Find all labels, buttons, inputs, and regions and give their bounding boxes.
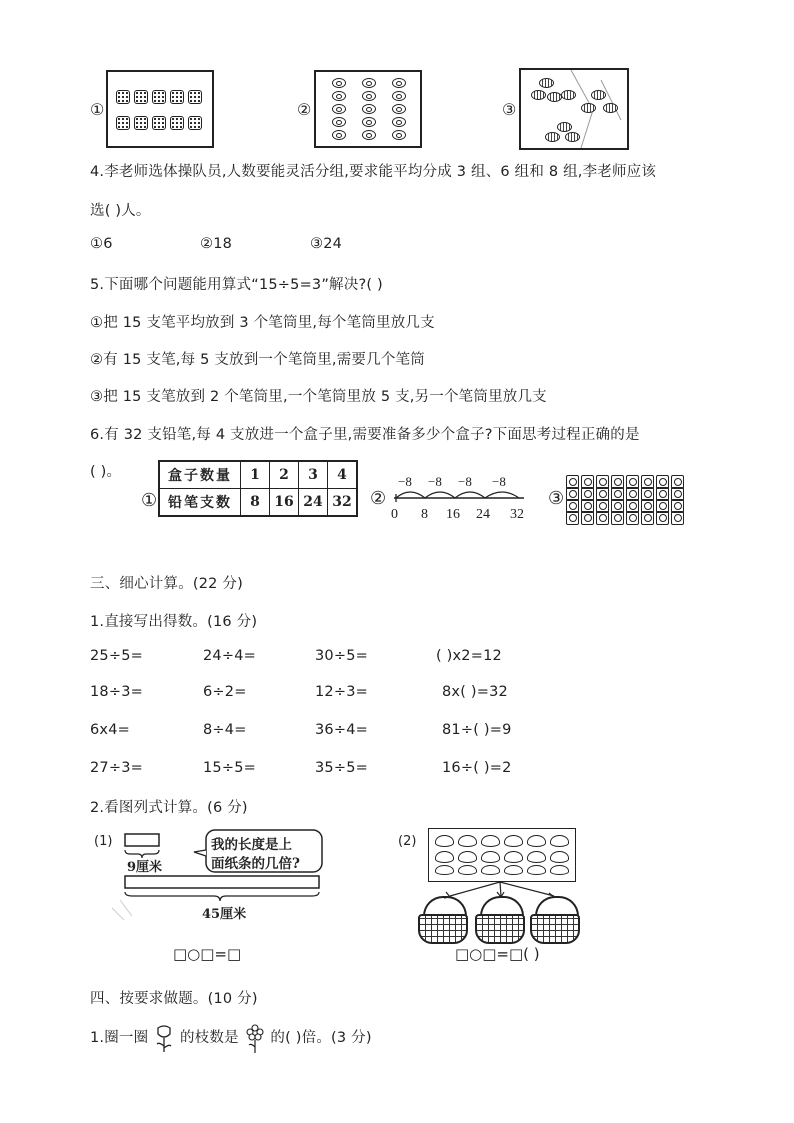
tick-label: 8 (421, 507, 428, 522)
q4-text-continued: 选( )人。 (90, 203, 151, 219)
q6-count-table (158, 460, 358, 517)
table-cell: 4 (328, 461, 358, 489)
q4-text: 4.李老师选体操队员,人数要能灵活分组,要求能平均分成 3 组、6 组和 8 组,李老师应该 (90, 164, 657, 180)
picture-1-label: ① (90, 102, 105, 119)
flower-icon (244, 1024, 266, 1052)
calc-item: 35÷5= (315, 760, 368, 776)
q6-number-line (388, 470, 538, 530)
tick-label: 24 (476, 507, 490, 522)
table-header-boxes: 盒子数量 (159, 461, 241, 489)
basket-icon (475, 914, 525, 944)
q4-option-3[interactable]: ③24 (310, 236, 343, 252)
jump-label: −8 (428, 474, 442, 489)
calc-item: 24÷4= (203, 648, 256, 664)
section4-title: 四、按要求做题。(10 分) (90, 991, 258, 1007)
calc-item: 15÷5= (203, 760, 256, 776)
cookies-image (106, 70, 214, 148)
figure-2-label: (2) (398, 834, 417, 849)
calc-item: 27÷3= (90, 760, 143, 776)
q6-option-3-label[interactable]: ③ (548, 488, 565, 508)
calc-item: ( )x2=12 (436, 648, 502, 664)
q6-option-2-label[interactable]: ② (370, 488, 387, 508)
figure-1-formula: □○□=□ (173, 945, 242, 963)
figure-2-formula: □○□=□( ) (455, 945, 540, 963)
q5-option-2[interactable]: ②有 15 支笔,每 5 支放到一个笔筒里,需要几个笔筒 (90, 352, 425, 368)
section4-q1-part-b: 的枝数是 (179, 1030, 239, 1046)
calc-item: 12÷3= (315, 684, 368, 700)
tulip-icon (153, 1024, 175, 1052)
calc-item: 30÷5= (315, 648, 368, 664)
table-cell: 32 (328, 489, 358, 517)
tick-label: 0 (391, 507, 398, 522)
section3-q2-title: 2.看图列式计算。(6 分) (90, 800, 248, 816)
table-cell: 24 (299, 489, 328, 517)
jump-label: −8 (398, 474, 412, 489)
section3-title: 三、细心计算。(22 分) (90, 576, 243, 592)
speech-bubble-line-1: 我的长度是上 (211, 837, 292, 853)
jump-label: −8 (458, 474, 472, 489)
q5-option-1[interactable]: ①把 15 支笔平均放到 3 个笔筒里,每个笔筒里放几支 (90, 315, 435, 331)
calc-item: 6x4= (90, 722, 130, 738)
table-cell: 3 (299, 461, 328, 489)
q6-text-continued: ( )。 (90, 464, 122, 480)
jump-label: −8 (492, 474, 506, 489)
q5-text: 5.下面哪个问题能用算式“15÷5=3”解决?( ) (90, 277, 383, 293)
calc-item: 36÷4= (315, 722, 368, 738)
calc-item: 8x( )=32 (442, 684, 508, 700)
section4-q1-part-a: 1.圈一圈 (90, 1030, 149, 1046)
section4-q1 (90, 1024, 372, 1052)
figure-1-label: (1) (94, 834, 113, 849)
calc-item: 6÷2= (203, 684, 247, 700)
speech-bubble-line-2: 面纸条的几倍? (211, 856, 300, 872)
q5-option-3[interactable]: ③把 15 支笔放到 2 个笔筒里,一个笔筒里放 5 支,另一个笔筒里放几支 (90, 389, 547, 405)
basket-icon (530, 914, 580, 944)
section4-q1-part-c: 的( )倍。(3 分) (270, 1030, 372, 1046)
long-strip-length: 45厘米 (202, 907, 247, 922)
tick-label: 32 (510, 507, 524, 522)
picture-2-label: ② (297, 102, 312, 119)
coins-image (519, 68, 629, 150)
q6-text: 6.有 32 支铅笔,每 4 支放进一个盒子里,需要准备多少个盒子?下面思考过程正确的是 (90, 427, 640, 443)
section3-q1-title: 1.直接写出得数。(16 分) (90, 614, 258, 630)
calc-item: 8÷4= (203, 722, 247, 738)
basket-icon (418, 914, 468, 944)
picture-3-label: ③ (502, 102, 517, 119)
tick-label: 16 (446, 507, 460, 522)
table-cell: 1 (241, 461, 270, 489)
calc-item: 25÷5= (90, 648, 143, 664)
q6-option-1-label[interactable]: ① (141, 490, 158, 510)
candies-image (314, 70, 422, 148)
q6-pencil-boxes-image (566, 475, 692, 523)
table-cell: 16 (270, 489, 299, 517)
figure-mangoes-baskets (396, 826, 596, 946)
table-cell: 2 (270, 461, 299, 489)
table-cell: 8 (241, 489, 270, 517)
q4-option-2[interactable]: ②18 (200, 236, 233, 252)
q4-option-1[interactable]: ①6 (90, 236, 113, 252)
table-header-pencils: 铅笔支数 (159, 489, 241, 517)
calc-item: 16÷( )=2 (442, 760, 512, 776)
calc-item: 18÷3= (90, 684, 143, 700)
short-strip-length: 9厘米 (127, 860, 163, 875)
calc-item: 81÷( )=9 (442, 722, 512, 738)
